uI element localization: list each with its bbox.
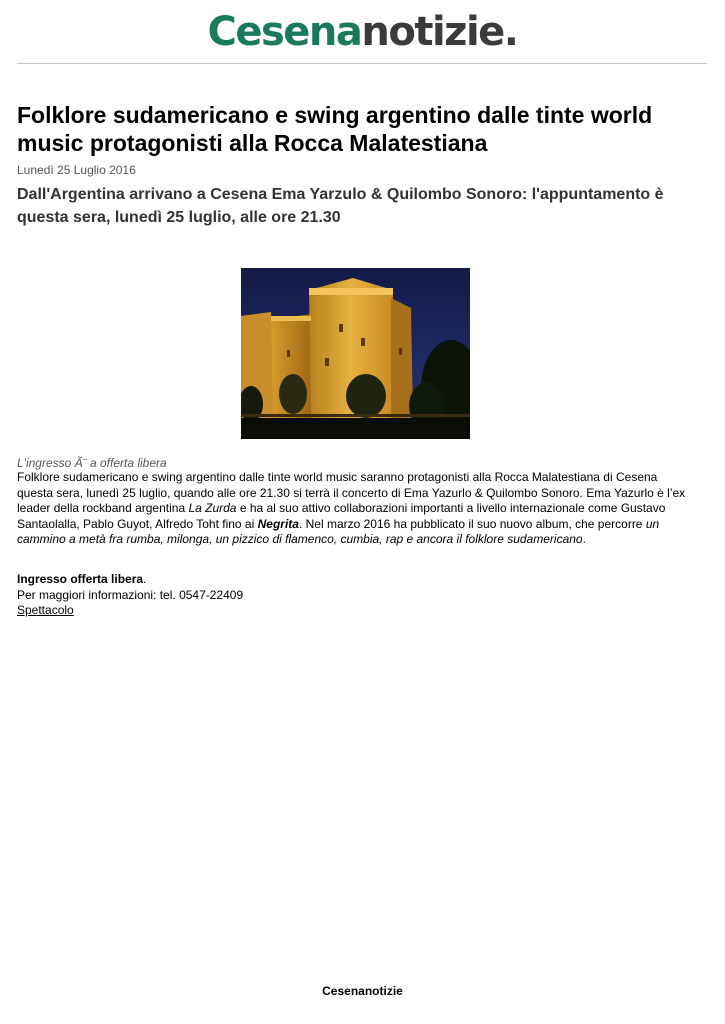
- body-text-part-1: Folklore sudamericano e swing argentino dalle tinte world music saranno protagonisti alla Rocca Malatestiana di Cesena questa sera, lunedì 25 luglio, quando alle ore 21.30 si terrà il concerto di Ema Yazurlo & Quilombo Sonoro. Ema Yazurlo è l’ex leader della rockband argentina: [17, 470, 686, 515]
- logo-text-cesena: Cesena: [207, 9, 362, 55]
- body-text-part-3: e ha al suo attivo collaborazioni importanti a livello internazionale come Gustavo Santaolalla, Pablo Guyot, Alfredo Toht fino ai: [17, 501, 666, 531]
- header-divider: [17, 63, 707, 64]
- article-subtitle: Dall'Argentina arrivano a Cesena Ema Yarzulo & Quilombo Sonoro: l'appuntamento è questa sera, lunedì 25 luglio, alle ore 21.30: [17, 186, 664, 226]
- site-logo[interactable]: [0, 8, 725, 56]
- article-body: [17, 470, 689, 548]
- body-text-part-7: .: [582, 532, 586, 546]
- logo-text-notizie: notizie.: [361, 9, 518, 55]
- footer-site-name: Cesenanotizie: [322, 984, 403, 998]
- entry-info-bold: Ingresso offerta libera: [17, 572, 144, 586]
- phone-info: Per maggiori informazioni: tel. 0547-22409: [17, 587, 244, 602]
- entry-info-end: .: [143, 572, 147, 586]
- album-description: un cammino a metà fra rumba, milonga, un pizzico di flamenco, cumbia, rap e ancora il folklore sudamericano: [17, 516, 660, 546]
- body-text-part-5: . Nel marzo 2016 ha pubblicato il suo nuovo album, che percorre: [298, 516, 646, 531]
- article-title: Folklore sudamericano e swing argentino dalle tinte world music protagonisti alla Rocca Malatestiana: [17, 102, 653, 156]
- rocca-malatestiana-photo: [241, 268, 470, 439]
- band-name-negrita: Negrita: [257, 516, 299, 531]
- image-caption: L'ingresso Ã¨ a offerta libera: [17, 456, 167, 470]
- entry-info: [17, 572, 697, 588]
- event-info: [17, 572, 697, 619]
- article-date: Lunedì 25 Luglio 2016: [17, 163, 136, 177]
- band-name-la-zurda: La Zurda: [188, 501, 237, 515]
- category-link-spettacolo[interactable]: Spettacolo: [17, 603, 74, 617]
